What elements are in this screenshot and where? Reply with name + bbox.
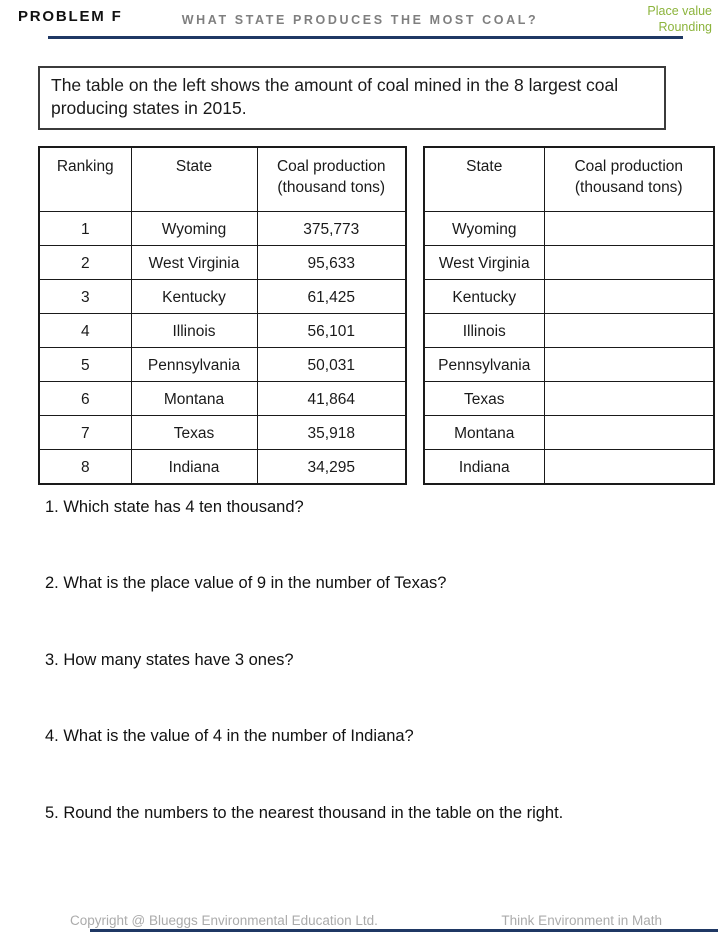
- problem-label: PROBLEM F: [18, 8, 123, 25]
- col-header-production-line1: Coal production: [574, 158, 684, 175]
- state-cell: Wyoming: [424, 212, 544, 246]
- question-5: 5. Round the numbers to the nearest thousand in the table on the right.: [45, 804, 564, 822]
- table-row: [424, 416, 714, 450]
- topic-tags: [647, 3, 712, 35]
- ranking-cell: 4: [39, 314, 131, 348]
- col-header-production-line2: (thousand tons): [574, 179, 683, 196]
- state-cell: Pennsylvania: [131, 348, 257, 382]
- production-cell: 35,918: [257, 416, 406, 450]
- question-1: 1. Which state has 4 ten thousand?: [45, 498, 304, 516]
- ranking-cell: 5: [39, 348, 131, 382]
- answer-cell: [544, 246, 714, 280]
- table-row: [424, 382, 714, 416]
- table-row: [39, 280, 406, 314]
- state-cell: Illinois: [424, 314, 544, 348]
- footer-tagline: Think Environment in Math: [501, 913, 662, 928]
- question-2: 2. What is the place value of 9 in the number of Texas?: [45, 574, 447, 592]
- production-cell: 41,864: [257, 382, 406, 416]
- question-4: 4. What is the value of 4 in the number of Indiana?: [45, 727, 414, 745]
- state-cell: Kentucky: [424, 280, 544, 314]
- col-header-production: [257, 147, 406, 212]
- table-row: [39, 450, 406, 485]
- col-header-state: State: [424, 147, 544, 212]
- answer-cell: [544, 416, 714, 450]
- answer-cell: [544, 382, 714, 416]
- table-header-row: [424, 147, 714, 212]
- col-header-production-line1: Coal production: [276, 158, 386, 175]
- ranking-cell: 2: [39, 246, 131, 280]
- answer-cell: [544, 314, 714, 348]
- col-header-ranking: Ranking: [39, 147, 131, 212]
- instruction-box: The table on the left shows the amount of coal mined in the 8 largest coal producing states in 2015.: [38, 66, 666, 130]
- col-header-state: State: [131, 147, 257, 212]
- table-row: [39, 314, 406, 348]
- question-3: 3. How many states have 3 ones?: [45, 651, 294, 669]
- ranking-cell: 6: [39, 382, 131, 416]
- production-cell: 34,295: [257, 450, 406, 485]
- state-cell: Wyoming: [131, 212, 257, 246]
- answer-cell: [544, 348, 714, 382]
- state-cell: Indiana: [131, 450, 257, 485]
- answer-cell: [544, 212, 714, 246]
- production-cell: 375,773: [257, 212, 406, 246]
- table-row: [424, 450, 714, 485]
- production-cell: 50,031: [257, 348, 406, 382]
- table-row: [424, 348, 714, 382]
- table-row: [424, 280, 714, 314]
- topic-place-value: Place value: [647, 4, 712, 18]
- state-cell: Montana: [424, 416, 544, 450]
- production-cell: 56,101: [257, 314, 406, 348]
- state-cell: Texas: [131, 416, 257, 450]
- footer-copyright: Copyright @ Blueggs Environmental Education Ltd.: [70, 913, 378, 928]
- production-cell: 95,633: [257, 246, 406, 280]
- ranking-cell: 8: [39, 450, 131, 485]
- col-header-production: [544, 147, 714, 212]
- answer-cell: [544, 450, 714, 485]
- answer-table: [423, 146, 715, 485]
- state-cell: Indiana: [424, 450, 544, 485]
- state-cell: Texas: [424, 382, 544, 416]
- state-cell: Illinois: [131, 314, 257, 348]
- header-divider: [48, 36, 683, 39]
- state-cell: Kentucky: [131, 280, 257, 314]
- state-cell: West Virginia: [131, 246, 257, 280]
- state-cell: Montana: [131, 382, 257, 416]
- ranking-cell: 3: [39, 280, 131, 314]
- page-title: WHAT STATE PRODUCES THE MOST COAL?: [181, 13, 539, 27]
- state-cell: Pennsylvania: [424, 348, 544, 382]
- table-row: [39, 246, 406, 280]
- table-row: [39, 212, 406, 246]
- state-cell: West Virginia: [424, 246, 544, 280]
- table-header-row: [39, 147, 406, 212]
- ranking-table: [38, 146, 407, 485]
- table-row: [39, 382, 406, 416]
- table-row: [424, 314, 714, 348]
- ranking-cell: 1: [39, 212, 131, 246]
- production-cell: 61,425: [257, 280, 406, 314]
- topic-rounding: Rounding: [658, 20, 712, 34]
- answer-cell: [544, 280, 714, 314]
- table-row: [424, 246, 714, 280]
- col-header-production-line2: (thousand tons): [277, 179, 386, 196]
- table-row: [424, 212, 714, 246]
- table-row: [39, 348, 406, 382]
- table-row: [39, 416, 406, 450]
- ranking-cell: 7: [39, 416, 131, 450]
